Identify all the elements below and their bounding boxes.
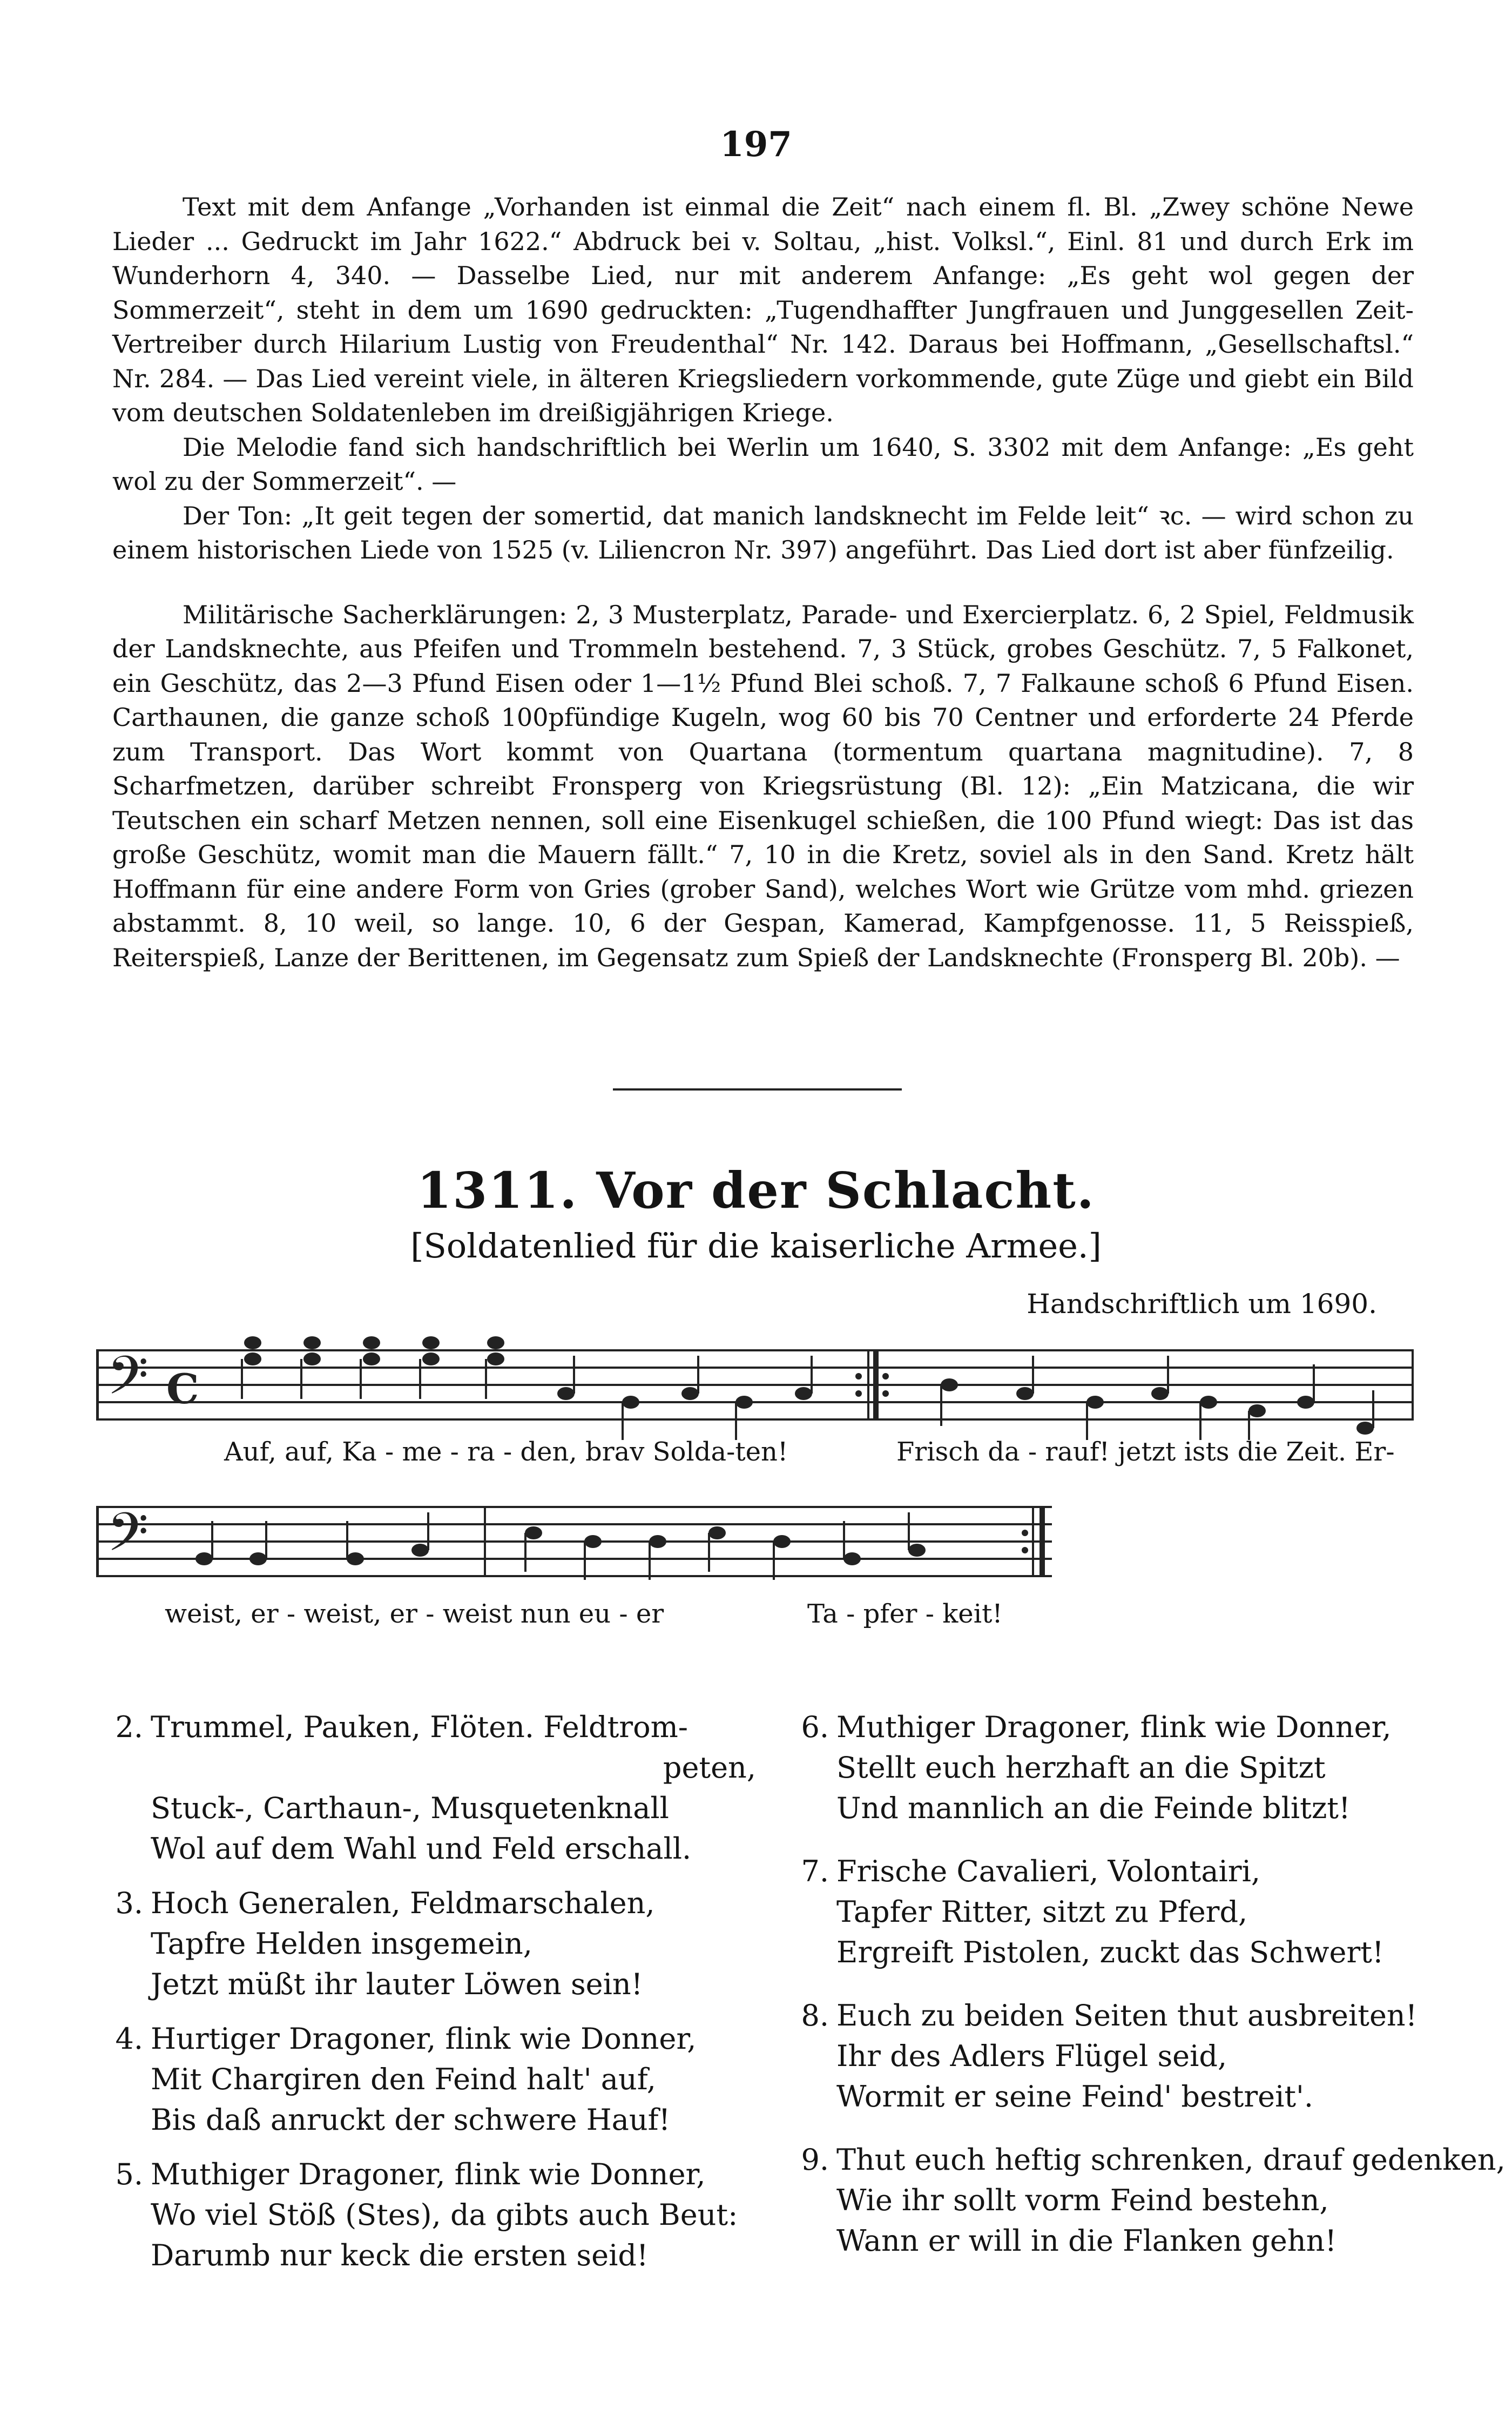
note-paragraph: Der Ton: „It geit tegen der somertid, dat manich landsknecht im Felde leit“ ꝛc. — wird schon zu einem historischen Liede von 1525 (v. Liliencron Nr. 397) angeführt. Das Lied dort ist aber fünfzeilig. <box>112 501 1414 564</box>
stanza-line: Darumb nur keck die ersten seid! <box>151 2238 649 2272</box>
stanza-line: Tapfre Helden insgemein, <box>151 1927 532 1961</box>
music-staff-1 <box>96 1334 1414 1442</box>
stanza-line: Euch zu beiden Seiten thut ausbreiten! <box>836 1998 1418 2033</box>
lyrics-line-2b: Ta - pfer - keit! <box>807 1599 1003 1629</box>
stanza-number: 4. <box>115 2022 143 2056</box>
stanza-line: Wol auf dem Wahl und Feld erschall. <box>151 1832 692 1866</box>
note-paragraph: Militärische Sacherklärungen: 2, 3 Musterplatz, Parade- und Exercierplatz. 6, 2 Spiel, Feldmusik der Landsknechte, aus Pfeifen und Trommeln bestehend. 7, 3 Stück, grobes Geschütz. 7, 5 Falkonet, ein Geschütz, das 2—3 Pfund Eisen oder 1—1½ Pfund Blei schoß. 7, 7 Falkaune schoß 6 Pfund Eisen. Carthaunen, die ganze schoß 100pfündige Kugeln, wog 60 bis 70 Centner und erforderte 24 Pferde zum Transport. Das Wort kommt von Quartana (tormentum quartana magnitudine). 7, 8 Scharfmetzen, darüber schreibt Fronsperg von Kriegsrüstung (Bl. 12): „Ein Matzicana, die wir Teutschen ein scharf Metzen nennen, soll eine Eisenkugel schießen, die 100 Pfund wiegt: Das ist das große Geschütz, womit man die Mauern fällt.“ 7, 10 in die Kretz, soviel als in den Sand. Kretz hält Hoffmann für eine andere Form von Gries (grober Sand), welches Wort wie Grütze vom mhd. griezen abstammt. 8, 10 weil, so lange. 10, 6 der Gespan, Kamerad, Kampfgenosse. 11, 5 Reisspieß, Reiterspieß, Lanze der Berittenen, im Gegensatz zum Spieß der Landsknechte (Fronsperg Bl. 20b). — <box>112 600 1414 972</box>
stanza-number: 3. <box>115 1886 143 1920</box>
stanza-line: Stuck-, Carthaun-, Musquetenknall <box>151 1791 669 1825</box>
stanza-6 <box>796 1707 1423 1828</box>
stanza-line: Wann er will in die Flanken gehn! <box>836 2224 1337 2258</box>
stanza-line: Trummel, Pauken, Flöten. Feldtrom- <box>151 1710 688 1744</box>
svg-text:𝄢: 𝄢 <box>107 1502 149 1577</box>
stanza-line: peten, <box>663 1751 756 1785</box>
stanza-line: Frische Cavalieri, Volontairi, <box>836 1854 1261 1888</box>
stanza-line: Thut euch heftig schrenken, drauf gedenken, <box>836 2143 1506 2177</box>
stanza-line: Muthiger Dragoner, flink wie Donner, <box>836 1710 1392 1744</box>
stanza-line: Wo viel Stöß (Stes), da gibts auch Beut: <box>151 2198 738 2232</box>
stanza-line: Muthiger Dragoner, flink wie Donner, <box>151 2157 706 2191</box>
stanza-number: 7. <box>801 1854 829 1888</box>
stanza-9 <box>796 2139 1506 2261</box>
stanza-7 <box>796 1851 1423 1973</box>
stanza-number: 9. <box>801 2143 829 2177</box>
stanza-line: Mit Chargiren den Feind halt' auf, <box>151 2062 656 2096</box>
svg-text:C: C <box>166 1365 199 1413</box>
stanza-line: Hurtiger Dragoner, flink wie Donner, <box>151 2022 697 2056</box>
lyrics-line-1b: Frisch da - rauf! jetzt ists die Zeit. Er- <box>896 1437 1395 1467</box>
commentary-notes <box>112 190 1414 975</box>
lyrics-line-1a: Auf, auf, Ka - me - ra - den, brav Solda-ten! <box>224 1437 788 1467</box>
stanza-line: Jetzt müßt ihr lauter Löwen sein! <box>151 1967 643 2001</box>
stanza-line: Ihr des Adlers Flügel seid, <box>836 2039 1227 2073</box>
lyrics-line-2a: weist, er - weist, er - weist nun eu - er <box>165 1599 664 1629</box>
music-staff-2 <box>96 1491 1052 1599</box>
stanza-line: Stellt euch herzhaft an die Spitzt <box>836 1751 1326 1785</box>
note-paragraph: Text mit dem Anfange „Vorhanden ist einmal die Zeit“ nach einem fl. Bl. „Zwey schöne Newe Lieder ... Gedruckt im Jahr 1622.“ Abdruck bei v. Soltau, „hist. Volksl.“, Einl. 81 und durch Erk im Wunderhorn 4, 340. — Dasselbe Lied, nur mit anderem Anfange: „Es geht wol gegen der Sommerzeit“, steht in dem um 1690 gedruckten: „Tugendhaffter Jungfrauen und Junggesellen Zeit-Vertreiber durch Hilarium Lustig von Freudenthal“ Nr. 142. Daraus bei Hoffmann, „Gesellschaftsl.“ Nr. 284. — Das Lied vereint viele, in älteren Kriegsliedern vorkommende, gute Züge und giebt ein Bild vom deutschen Soldatenleben im dreißigjährigen Kriege. <box>112 192 1414 427</box>
stanza-3 <box>111 1883 756 2004</box>
stanza-line: Tapfer Ritter, sitzt zu Pferd, <box>836 1895 1248 1929</box>
song-subtitle: [Soldatenlied für die kaiserliche Armee.] <box>410 1226 1102 1266</box>
stanza-number: 5. <box>115 2157 143 2191</box>
stanza-line: Wormit er seine Feind' bestreit'. <box>836 2080 1314 2114</box>
page-number: 197 <box>720 124 792 165</box>
stanza-number: 2. <box>115 1710 143 1744</box>
stanza-line: Hoch Generalen, Feldmarschalen, <box>151 1886 655 1920</box>
stanza-line: Ergreift Pistolen, zuckt das Schwert! <box>836 1935 1384 1969</box>
stanza-5 <box>111 2154 756 2276</box>
stanza-2 <box>111 1707 756 1869</box>
stanza-line: Und mannlich an die Feinde blitzt! <box>836 1791 1351 1825</box>
song-source: Handschriftlich um 1690. <box>1027 1288 1377 1320</box>
song-title: 1311. Vor der Schlacht. <box>417 1161 1095 1220</box>
svg-text:𝄢: 𝄢 <box>107 1345 149 1420</box>
stanza-number: 6. <box>801 1710 829 1744</box>
stanza-line: Wie ihr sollt vorm Feind bestehn, <box>836 2183 1329 2217</box>
stanzas-right-column <box>796 1707 1506 2261</box>
stanzas-left-column <box>111 1707 756 2276</box>
stanza-line: Bis daß anruckt der schwere Hauf! <box>151 2103 671 2137</box>
stanza-4 <box>111 2018 756 2140</box>
stanza-8 <box>796 1995 1423 2117</box>
section-divider <box>613 1088 902 1091</box>
note-paragraph: Die Melodie fand sich handschriftlich bei Werlin um 1640, S. 3302 mit dem Anfange: „Es geht wol zu der Sommerzeit“. — <box>112 432 1414 496</box>
stanza-number: 8. <box>801 1998 829 2033</box>
